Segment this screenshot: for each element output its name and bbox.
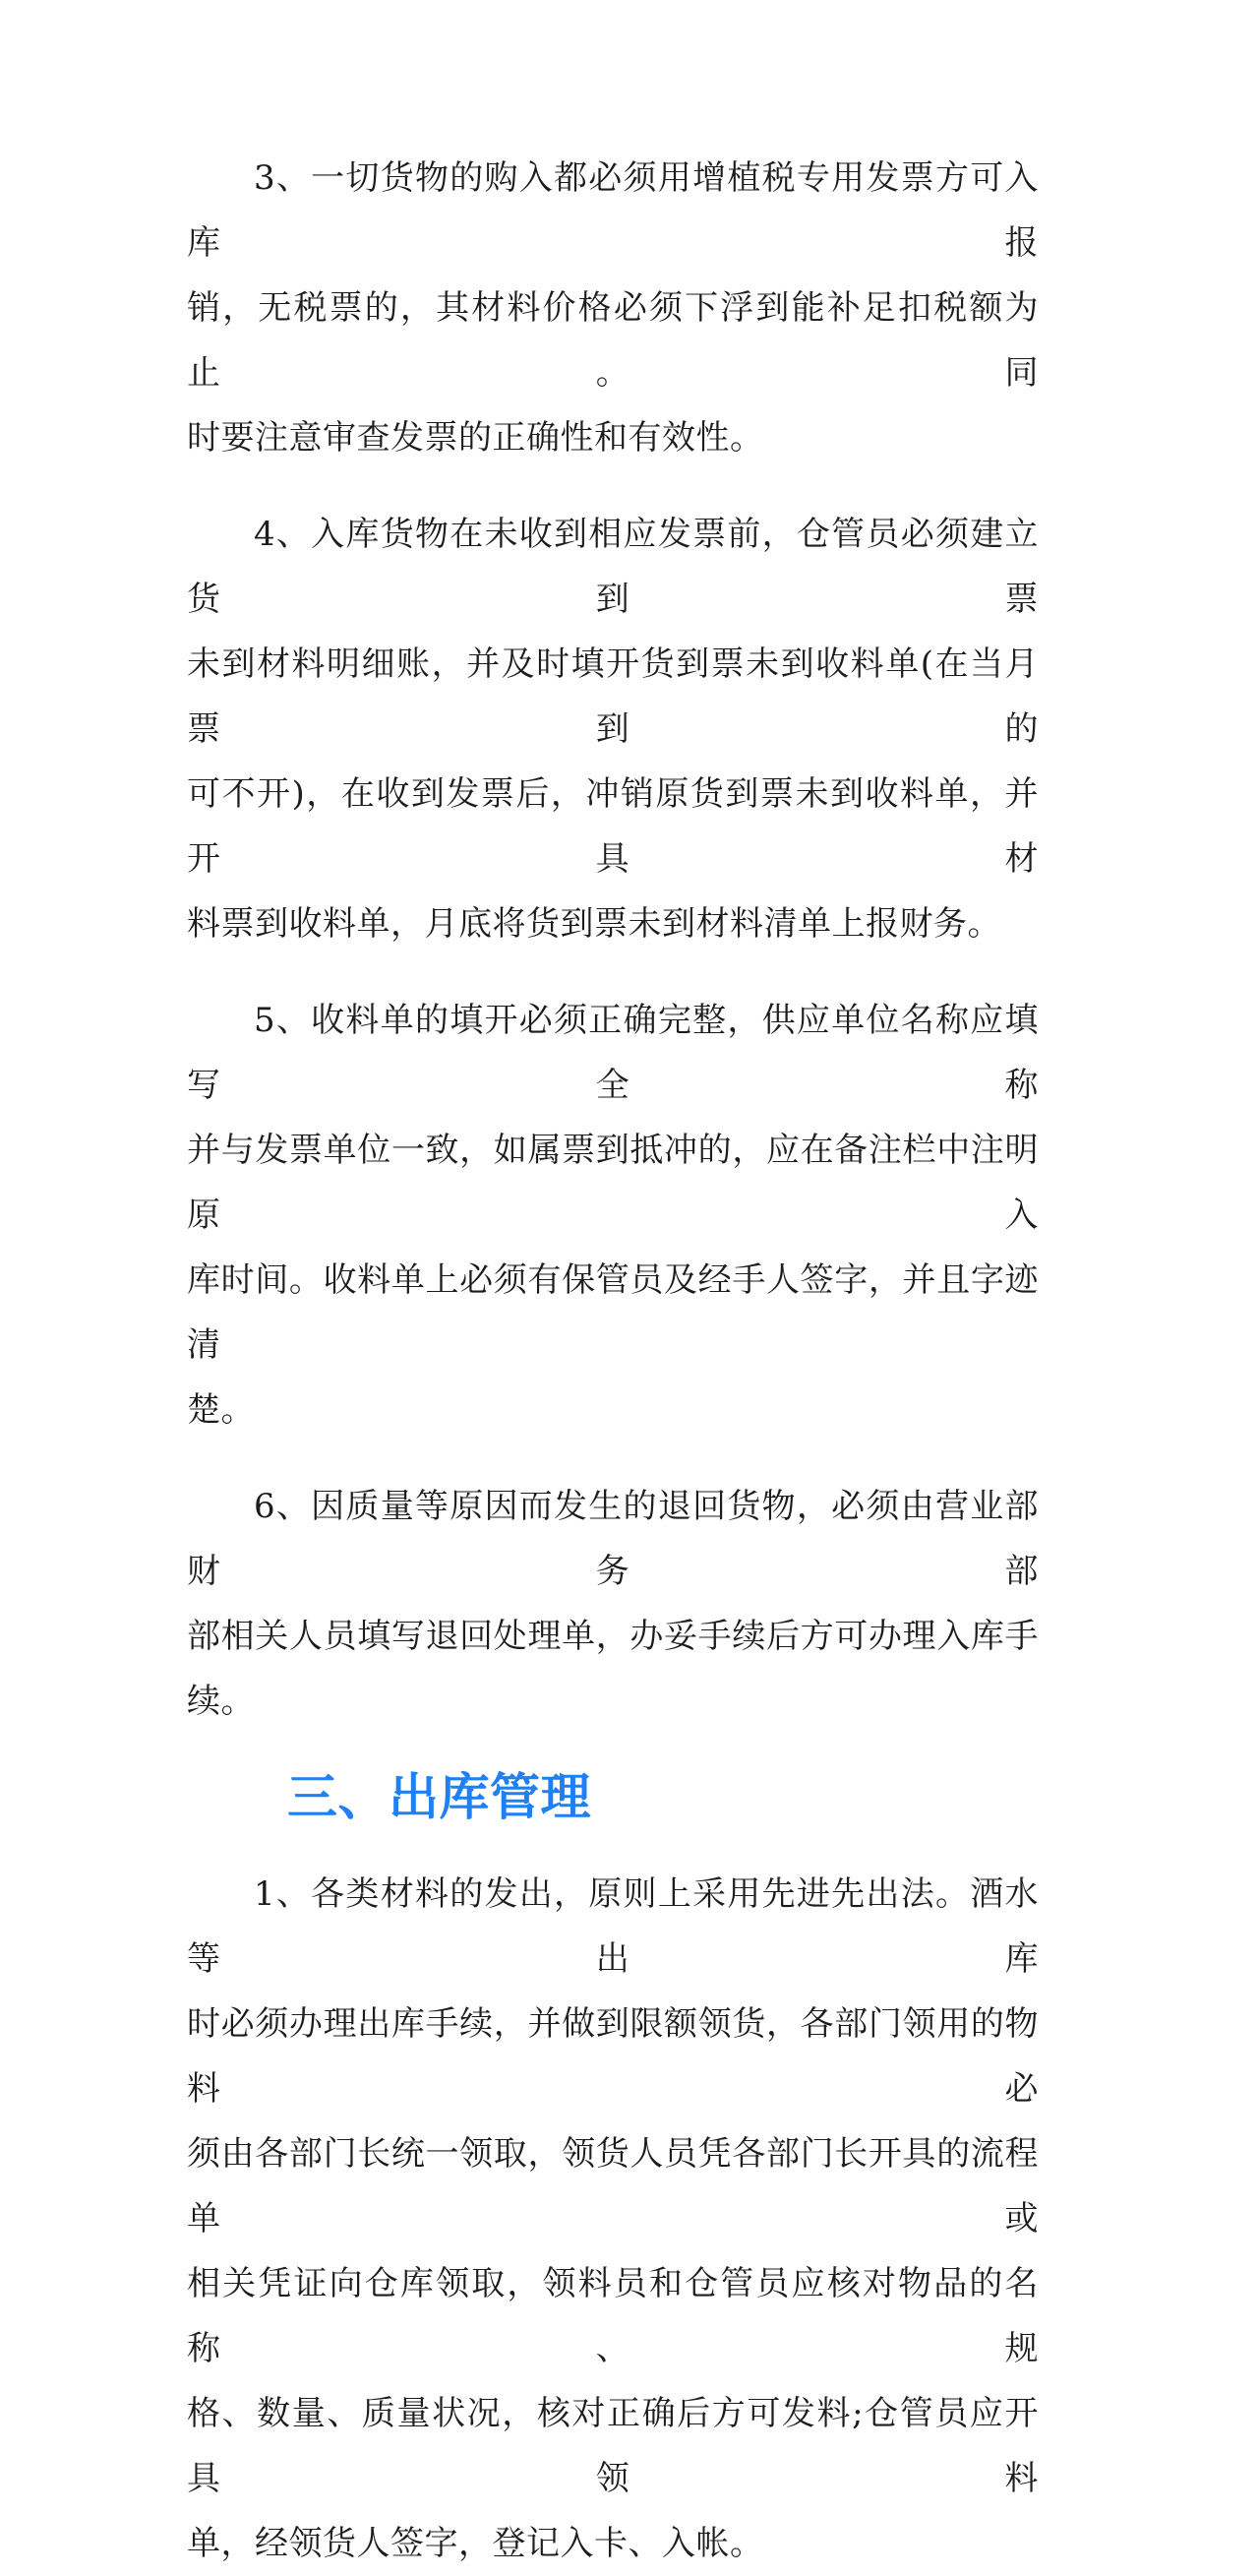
document-body — [187, 146, 1039, 2576]
text-line: 须由各部门长统一领取，领货人员凭各部门长开具的流程单或 — [187, 2134, 1039, 2239]
text-line: 1、各类材料的发出，原则上采用先进先出法。酒水等出库 — [187, 1874, 1039, 1979]
rule-item-6 — [187, 1474, 1039, 1734]
text-line: 库时间。收料单上必须有保管员及经手人签字，并且字迹清 — [187, 1260, 1039, 1365]
text-line: 3、一切货物的购入都必须用增植税专用发票方可入库报 — [187, 158, 1039, 263]
text-line: 时必须办理出库手续，并做到限额领货，各部门领用的物料必 — [187, 2004, 1039, 2109]
text-line: 时要注意审查发票的正确性和有效性。 — [187, 418, 764, 458]
text-line: 5、收料单的填开必须正确完整，供应单位名称应填写全称 — [187, 1001, 1039, 1105]
text-line: 4、入库货物在未收到相应发票前，仓管员必须建立货到票 — [187, 515, 1039, 619]
text-line: 可不开)，在收到发票后，冲销原货到票未到收料单，并开具材 — [187, 774, 1039, 879]
text-line: 楚。 — [187, 1390, 255, 1430]
rule-item-4 — [187, 502, 1039, 956]
rule-item-1 — [187, 1862, 1039, 2576]
text-line: 6、因质量等原因而发生的退回货物，必须由营业部财务部 — [187, 1487, 1039, 1591]
text-line: 三、出库管理 — [287, 1768, 592, 1827]
text-line: 销，无税票的，其材料价格必须下浮到能补足扣税额为止。同 — [187, 288, 1039, 393]
text-line: 部相关人员填写退回处理单，办妥手续后方可办理入库手续。 — [187, 1617, 1039, 1721]
rule-item-5 — [187, 988, 1039, 1442]
text-line: 格、数量、质量状况，核对正确后方可发料;仓管员应开具领料 — [187, 2394, 1039, 2498]
rule-item-3 — [187, 146, 1039, 470]
text-line: 相关凭证向仓库领取，领料员和仓管员应核对物品的名称、规 — [187, 2264, 1039, 2368]
text-line: 单，经领货人签字，登记入卡、入帐。 — [187, 2524, 764, 2563]
text-line: 并与发票单位一致，如属票到抵冲的，应在备注栏中注明原入 — [187, 1131, 1039, 1235]
text-line: 未到材料明细账，并及时填开货到票未到收料单(在当月票到的 — [187, 644, 1039, 749]
section-heading-outbound — [187, 1765, 1039, 1830]
text-line: 料票到收料单，月底将货到票未到材料清单上报财务。 — [187, 904, 1001, 944]
